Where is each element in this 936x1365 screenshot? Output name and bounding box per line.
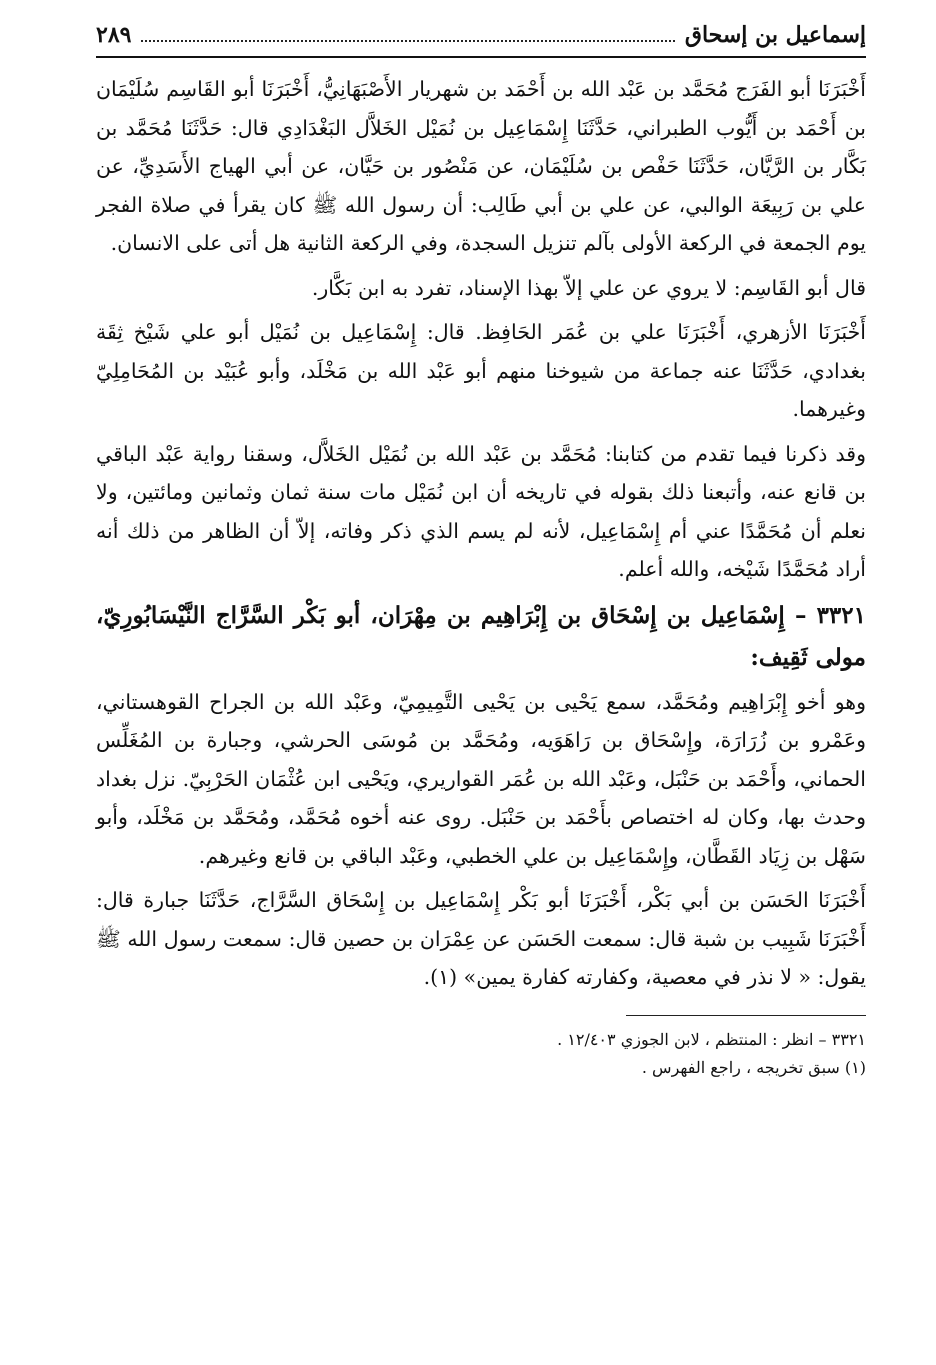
entry-heading: ٣٣٢١ – إِسْمَاعِيل بن إِسْحَاق بن إِبْرَاهِيم بن مِهْرَان، أبو بَكْر السَّرَّاج النَّيْسَابُورِيّ، مولى ثَقِيف: [96, 601, 866, 671]
hadith-paragraph: أَخْبَرَنَا أبو الفَرَج مُحَمَّد بن عَبْد الله بن أَحْمَد بن شهريار الأَصْبَهَانِيُّ، أَخْبَرَنَا أبو القَاسِم سُلَيْمَان بن أَحْمَد بن أَيُّوب الطبراني، حَدَّثَنَا إِسْمَاعِيل بن نُمَيْل الخَلاَّل البَغْدَادِي قال: حَدَّثَنَا مُحَمَّد بن بَكَّار بن الرَّيَّان، حَدَّثَنَا حَفْص بن سُلَيْمَان، عن مَنْصُور بن حَيَّان، عن أبي الهياج الأَسَدِيِّ، عن علي بن رَبِيعَة الوالبي، عن علي بن أبي طَالِب: أن رسول الله ﷺ كان يقرأ في صلاة الفجر يوم الجمعة في الركعة الأولى بآلم تنزيل السجدة، وفي الركعة الثانية هل أتى على الانسان. [96, 77, 866, 255]
footnote: ٣٣٢١ – انظر : المنتظم ، لابن الجوزي ١٢/٤٠٣ . [557, 1030, 866, 1049]
footnote-rule [626, 1015, 866, 1017]
entry-hadith-paragraph: أَخْبَرَنَا الحَسَن بن أبي بَكْر، أَخْبَرَنَا أبو بَكْر إِسْمَاعِيل بن إِسْحَاق السَّرَّاج، حَدَّثَنَا جبارة قال: أَخْبَرَنَا شَبِيب بن شبة قال: سمعت الحَسَن عن عِمْرَان بن حصين قال: سمعت رسول الله ﷺ يقول: « لا نذر في معصية، وكفارته كفارة يمين» (١). [96, 888, 866, 989]
biography-note-paragraph: أَخْبَرَنَا الأزهري، أَخْبَرَنَا علي بن عُمَر الحَافِظ. قال: إِسْمَاعِيل بن نُمَيْل أبو علي شَيْخ ثِقَة بغدادي، حَدَّثَنَا عنه جماعة من شيوخنا منهم أبو عَبْد الله بن مَخْلَد، وأبو عُبَيْد بن المُحَامِلِيّ وغيرهما. [96, 320, 866, 421]
header-dot-leader [141, 40, 674, 42]
commentary-paragraph: قال أبو القَاسِم: لا يروي عن علي إلاّ بهذا الإسناد، تفرد به ابن بَكَّار. [311, 275, 866, 300]
page-header [96, 22, 866, 56]
book-page [96, 22, 866, 1342]
page-number: ٢٨٩ [96, 22, 132, 48]
running-title: إسماعيل بن إسحاق [684, 22, 866, 48]
header-rule [96, 56, 866, 58]
footnote: (١) سبق تخريجه ، راجع الفهرس . [641, 1058, 866, 1077]
commentary-paragraph: وقد ذكرنا فيما تقدم من كتابنا: مُحَمَّد بن عَبْد الله بن نُمَيْل الخَلاَّل، وسقنا رواية عَبْد الباقي بن قانع عنه، وأتبعنا ذلك بقوله في تاريخه أن ابن نُمَيْل مات سنة ثمان وثمانين ومائتين، ولا نعلم أن مُحَمَّدًا عني أم إِسْمَاعِيل، لأنه لم يسم الذي ذكر وفاته، إلاّ أن الظاهر من ذلك أنه أراد مُحَمَّدًا شَيْخه، والله أعلم. [96, 441, 866, 581]
entry-biography-paragraph: وهو أخو إِبْرَاهِيم ومُحَمَّد، سمع يَحْيى بن يَحْيى التَّمِيمِيّ، وعَبْد الله بن الجراح القوهستاني، وعَمْرو بن زُرَارَة، وإِسْحَاق بن رَاهَوَيه، ومُحَمَّد بن مُوسَى الحرشي، وجبارة بن المُغَلِّس الحماني، وأَحْمَد بن حَنْبَل، وعَبْد الله بن عُمَر القواريري، ويَحْيى ابن عُثْمَان الحَرْبِيّ. نزل بغداد وحدث بها، وكان له اختصاص بأَحْمَد بن حَنْبَل. روى عنه أخوه مُحَمَّد، ومُحَمَّد بن مَخْلَد، وأبو سَهْل بن زِيَاد القَطَّان، وإِسْمَاعِيل بن علي الخطبي، وعَبْد الباقي بن قانع وغيرهم. [96, 689, 866, 868]
